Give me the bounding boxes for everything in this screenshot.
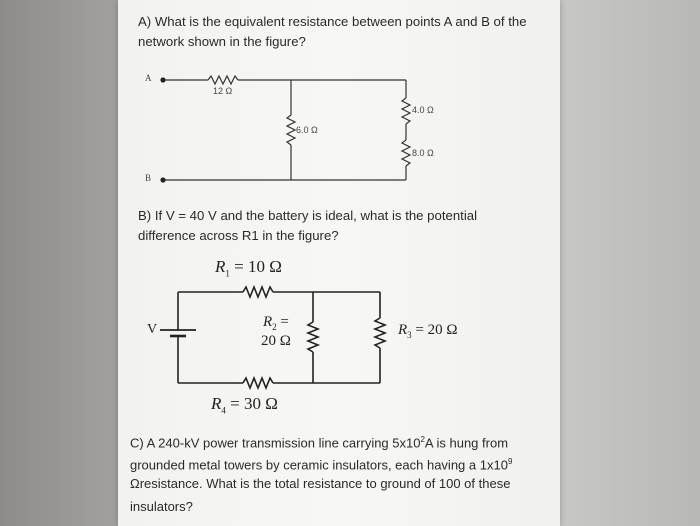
battery-label: V — [147, 322, 158, 337]
part-c-line4: insulators? — [130, 499, 193, 514]
resistor-4-label: 4.0 Ω — [412, 105, 434, 115]
paper-sheet — [118, 0, 560, 526]
r2-label: $R_2$ = — [263, 314, 289, 332]
node-b-label: B — [145, 173, 152, 183]
r3-label: $R_3 = 20$ Ω — [398, 322, 458, 340]
node-a-label: A — [145, 73, 152, 83]
part-b-question-line2: difference across R1 in the figure? — [138, 228, 339, 243]
node-b-dot — [160, 177, 165, 182]
r1-label: $R_1 = 10$ Ω — [215, 257, 282, 279]
part-c-line2: grounded metal towers by ceramic insulators, each having a $1x10^9$ — [130, 457, 513, 473]
resistor-8-label: 8.0 Ω — [412, 148, 434, 158]
r2-value: 20 Ω — [261, 333, 291, 349]
part-c-line3: Ωresistance. What is the total resistance to ground of 100 of these — [130, 476, 511, 491]
part-a-question-line2: network shown in the figure? — [138, 34, 306, 49]
part-b-question-line1: B) If V = 40 V and the battery is ideal, what is the potential — [138, 208, 478, 223]
node-a-dot — [160, 77, 165, 82]
part-c-line1: C) A 240-kV power transmission line carrying $5x10^2A$ is hung from — [130, 435, 509, 451]
resistor-6-label: 6.0 Ω — [296, 125, 318, 135]
r4-label: $R_4 = 30$ Ω — [211, 394, 278, 416]
background-right — [540, 0, 700, 526]
part-a-question-line1: A) What is the equivalent resistance between points A and B of the — [138, 14, 527, 29]
resistor-12-label: 12 Ω — [213, 86, 233, 96]
